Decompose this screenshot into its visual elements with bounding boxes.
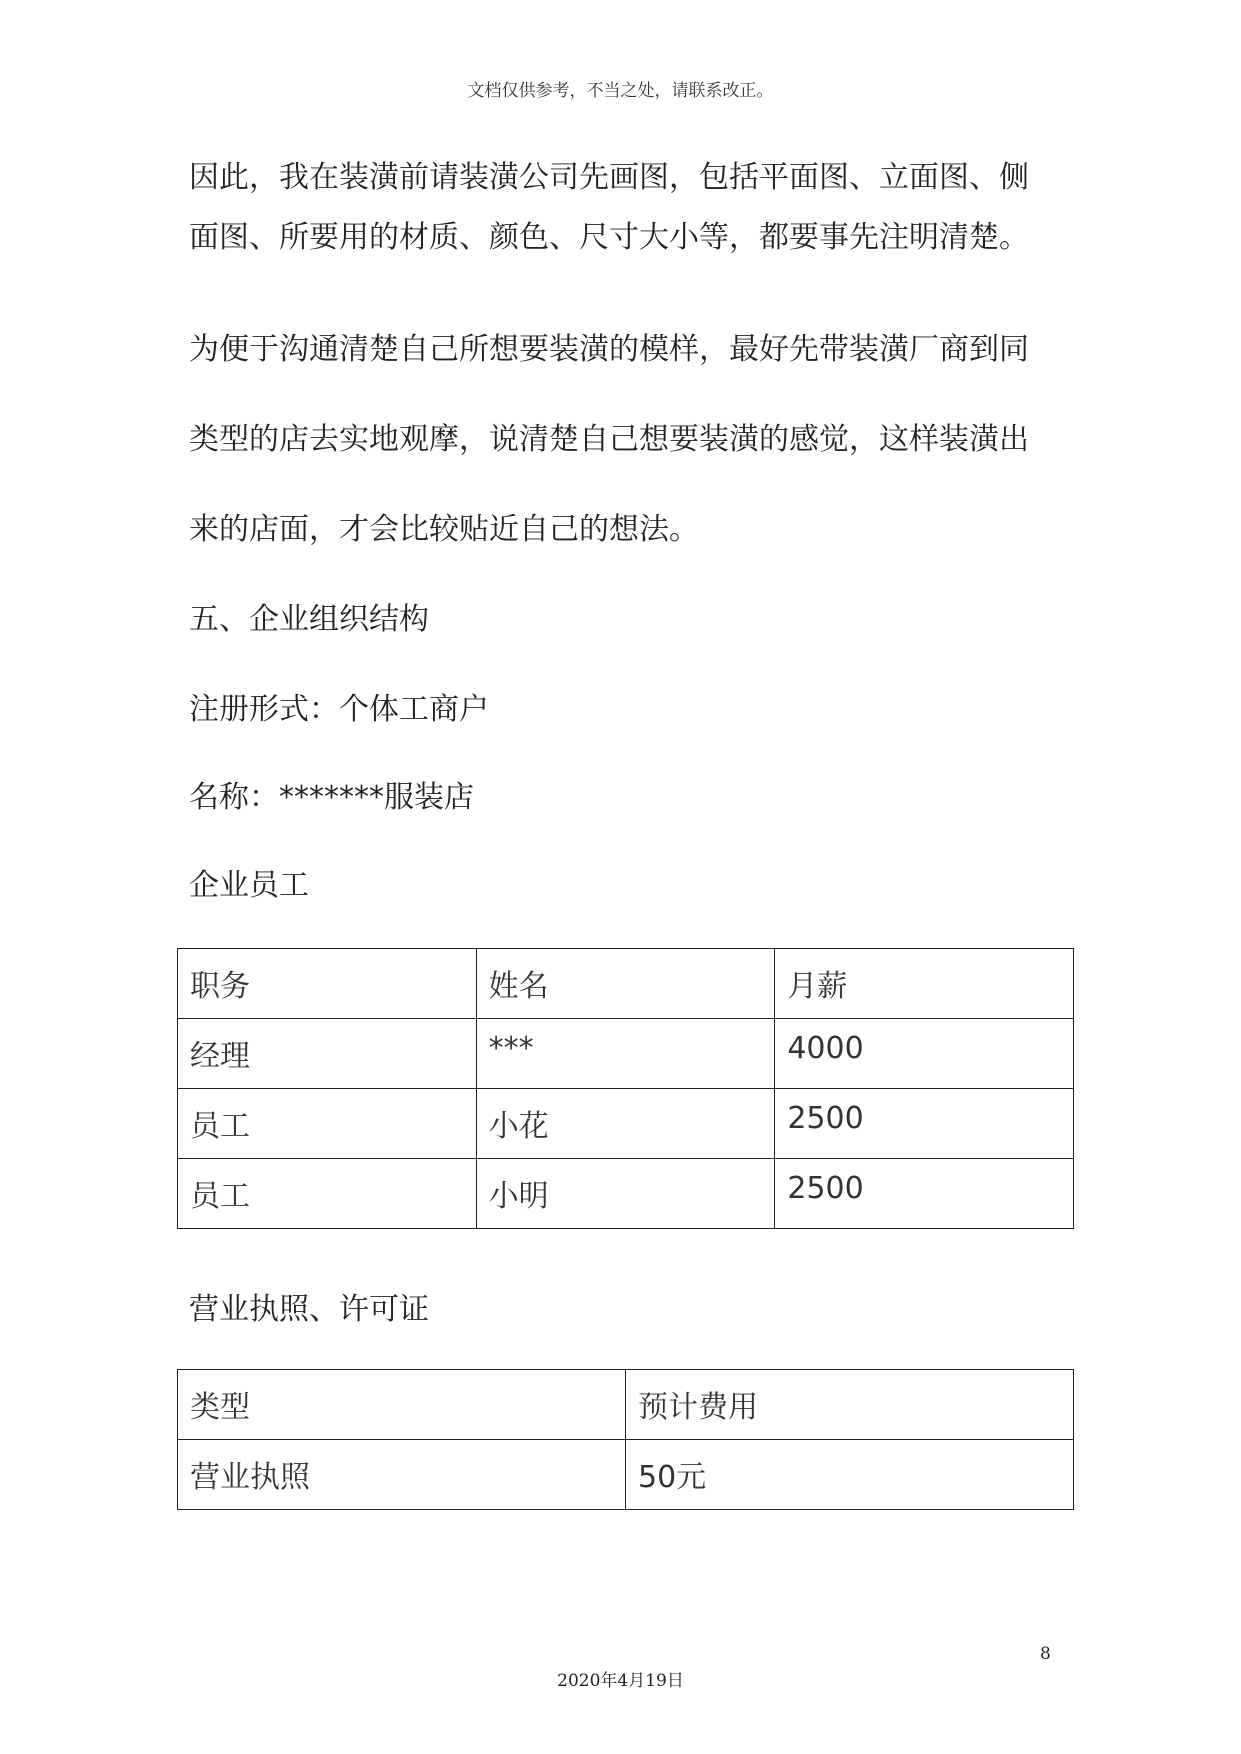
table-row — [178, 1019, 1074, 1089]
license-table — [177, 1369, 1074, 1510]
footer-date: 2020年4月19日 — [557, 1671, 684, 1691]
body-paragraph-line: 为便于沟通清楚自己所想要装潢的模样，最好先带装潢厂商到同 — [189, 332, 1029, 367]
table-cell: 2500 — [775, 1159, 1074, 1229]
table-header-row — [178, 949, 1074, 1019]
store-name: 名称：*******服装店 — [189, 780, 474, 815]
table-header-row — [178, 1370, 1074, 1440]
table-header-cell: 预计费用 — [626, 1370, 1074, 1440]
table-header-cell: 职务 — [178, 949, 477, 1019]
table-header-cell: 月薪 — [775, 949, 1074, 1019]
body-paragraph-line: 面图、所要用的材质、颜色、尺寸大小等，都要事先注明清楚。 — [189, 220, 1029, 255]
table-cell: 小花 — [476, 1089, 775, 1159]
table-cell: 员工 — [178, 1159, 477, 1229]
table-cell: 营业执照 — [178, 1440, 626, 1510]
table-row — [178, 1440, 1074, 1510]
body-paragraph-line: 来的店面，才会比较贴近自己的想法。 — [189, 512, 699, 547]
registration-type: 注册形式：个体工商户 — [189, 692, 489, 727]
page-number: 8 — [1040, 1644, 1051, 1664]
table-header-cell: 姓名 — [476, 949, 775, 1019]
staff-table — [177, 948, 1074, 1229]
table-cell: 50元 — [626, 1440, 1074, 1510]
table-cell: *** — [476, 1019, 775, 1089]
table-cell: 2500 — [775, 1089, 1074, 1159]
table-cell: 员工 — [178, 1089, 477, 1159]
table-row — [178, 1159, 1074, 1229]
section-heading: 五、企业组织结构 — [189, 602, 429, 637]
table-cell: 4000 — [775, 1019, 1074, 1089]
staff-heading: 企业员工 — [189, 868, 309, 903]
table-header-cell: 类型 — [178, 1370, 626, 1440]
body-paragraph-line: 类型的店去实地观摩，说清楚自己想要装潢的感觉，这样装潢出 — [189, 422, 1029, 457]
page-header: 文档仅供参考，不当之处，请联系改正。 — [467, 81, 774, 101]
table-row — [178, 1089, 1074, 1159]
license-heading: 营业执照、许可证 — [189, 1292, 429, 1327]
table-cell: 小明 — [476, 1159, 775, 1229]
body-paragraph-line: 因此，我在装潢前请装潢公司先画图，包括平面图、立面图、侧 — [189, 160, 1029, 195]
table-cell: 经理 — [178, 1019, 477, 1089]
